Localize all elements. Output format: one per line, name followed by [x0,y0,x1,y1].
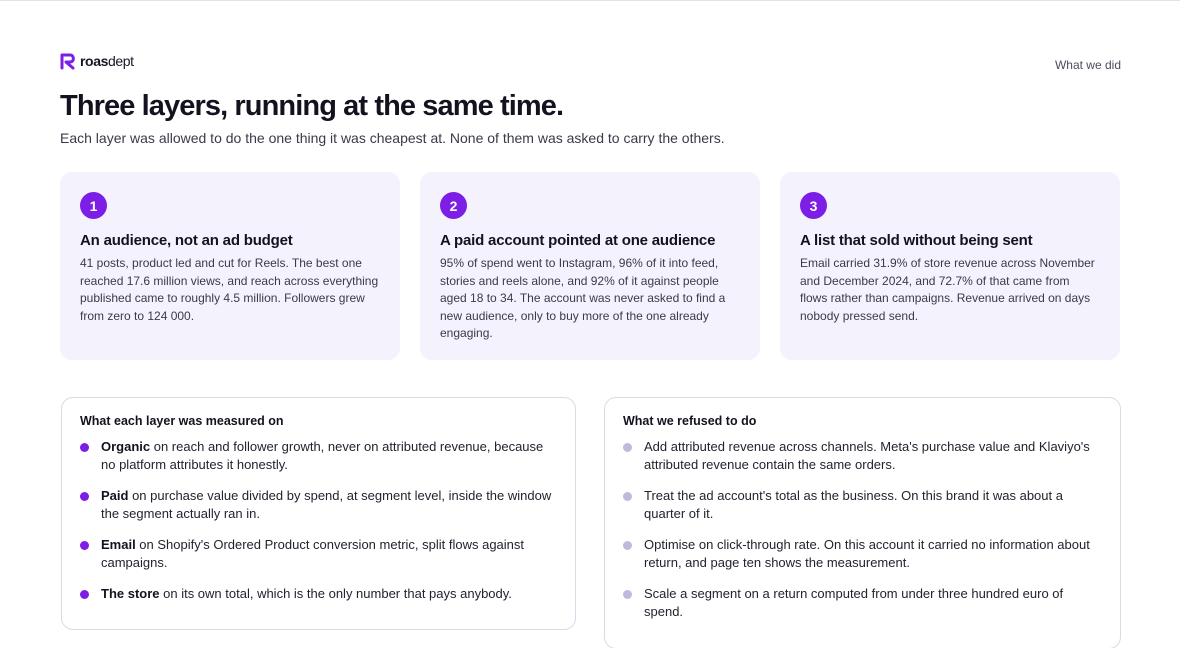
layer-card-2 [420,172,760,360]
card-body: 95% of spend went to Instagram, 96% of it into feed, stories and reels alone, and 92% of it against people aged 18 to 34. The account was never asked to find a new audience, only to buy more of the one already engaging. [440,256,726,340]
item-lead: Organic [101,439,151,454]
item-text: Add attributed revenue across channels. Meta's purchase value and Klaviyo's attributed revenue contain the same orders. [644,439,1090,472]
bullet-dot-icon [623,541,632,550]
step-number-badge: 2 [440,192,467,219]
layer-card-1 [60,172,400,360]
item-lead: Paid [101,488,129,503]
refused-list [623,438,1102,620]
brand-wordmark: roasdept [80,53,134,69]
bullet-dot-icon [80,541,89,550]
item-text: on reach and follower growth, never on attributed revenue, because no platform attributes it honestly. [101,439,544,472]
item-lead: Email [101,537,136,552]
step-number-badge: 1 [80,192,107,219]
list-item [623,536,1102,571]
refused-panel [604,397,1121,648]
measured-list [80,438,557,603]
item-text: Treat the ad account's total as the business. On this brand it was about a quarter of it. [644,488,1063,521]
list-item [623,487,1102,522]
bullet-dot-icon [80,492,89,501]
card-title: An audience, not an ad budget [80,232,293,249]
item-text: Optimise on click-through rate. On this account it carried no information about return, and page ten shows the measurement. [644,537,1090,570]
nav-what-we-did-link[interactable]: What we did [1054,58,1121,72]
card-body: Email carried 31.9% of store revenue across November and December 2024, and 72.7% of that came from flows rather than campaigns. Revenue arrived on days nobody pressed send. [800,256,1095,323]
roasdept-r-mark-icon [60,52,78,70]
item-text: on its own total, which is the only number that pays anybody. [159,586,512,601]
item-text: on Shopify's Ordered Product conversion metric, split flows against campaigns. [101,537,525,570]
brand-logo[interactable] [60,52,134,70]
list-item [80,536,557,571]
item-text: Scale a segment on a return computed from under three hundred euro of spend. [644,586,1064,619]
list-item [80,438,557,473]
measured-on-panel [61,397,576,630]
step-number-badge: 3 [800,192,827,219]
bullet-dot-icon [80,443,89,452]
layer-card-3 [780,172,1120,360]
bullet-dot-icon [623,443,632,452]
bullet-dot-icon [623,590,632,599]
list-item [80,487,557,522]
panel-title: What each layer was measured on [80,414,284,428]
panel-title: What we refused to do [623,414,757,428]
page-subtitle: Each layer was allowed to do the one thing it was cheapest at. None of them was asked to carry the others. [60,130,725,146]
bullet-dot-icon [623,492,632,501]
list-item [623,438,1102,473]
list-item [80,585,557,603]
item-text: on purchase value divided by spend, at segment level, inside the window the segment actually ran in. [101,488,552,521]
card-body: 41 posts, product led and cut for Reels. The best one reached 17.6 million views, and reach across everything published came to roughly 4.5 million. Followers grew from zero to 124 000. [80,256,379,323]
bullet-dot-icon [80,590,89,599]
card-title: A paid account pointed at one audience [440,232,716,249]
top-border [0,0,1180,1]
list-item [623,585,1102,620]
page-title: Three layers, running at the same time. [60,90,564,122]
card-title: A list that sold without being sent [800,232,1033,249]
item-lead: The store [101,586,160,601]
